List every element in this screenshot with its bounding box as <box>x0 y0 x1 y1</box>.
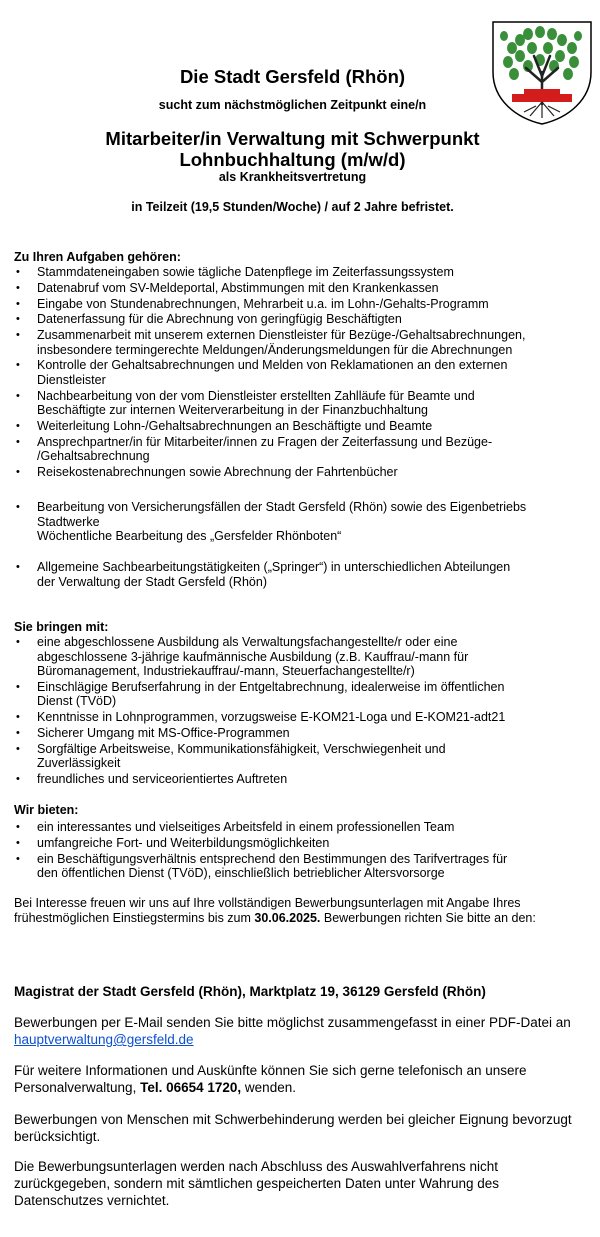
bullet-icon: • <box>16 420 20 433</box>
bullet-icon: • <box>16 435 20 448</box>
list-item-text: Allgemeine Sachbearbeitungstätigkeiten („Springer“) in unterschiedlichen Abteilungen <box>37 560 511 574</box>
list-item <box>14 312 574 327</box>
bullet-icon: • <box>16 466 20 479</box>
disability-note: Bewerbungen von Menschen mit Schwerbehinderung werden bei gleicher Eignung bevorzugt berücksichtigt. <box>14 1112 572 1144</box>
list-item-text: Dienstleister <box>37 372 106 387</box>
list-item <box>14 281 574 296</box>
bullet-icon: • <box>16 329 20 342</box>
tasks-title: Zu Ihren Aufgaben gehören: <box>14 250 181 264</box>
list-item-text: Dienst (TVöD) <box>37 694 117 709</box>
list-item-text: ein interessantes und vielseitiges Arbeitsfeld in einem professionellen Team <box>37 820 455 834</box>
list-item <box>14 297 574 312</box>
deadline: 30.06.2025. <box>254 910 321 925</box>
list-item <box>14 836 574 851</box>
list-item <box>14 742 574 771</box>
list-item-text: eine abgeschlossene Ausbildung als Verwaltungsfachangestellte/r oder eine <box>37 635 458 649</box>
offer-list <box>14 820 574 882</box>
bullet-icon: • <box>16 680 20 693</box>
tasks-list <box>14 265 574 481</box>
application-intro: Bei Interesse freuen wir uns auf Ihre vollständigen Bewerbungsunterlagen mit Angabe Ihres frühestmöglichen Einstiegstermins bis zum 30.06.2025. Bewerbungen richten Sie bitte an den: <box>14 896 536 925</box>
bullet-icon: • <box>16 772 20 785</box>
list-item-text: Sorgfältige Arbeitsweise, Kommunikationsfähigkeit, Verschwiegenheit und <box>37 741 446 756</box>
phone-info: Für weitere Informationen und Auskünfte können Sie sich gerne telefonisch an unsere Personalverwaltung, Tel. 06654 1720, wenden. <box>14 1063 527 1095</box>
bullet-icon: • <box>16 561 20 573</box>
job-terms: in Teilzeit (19,5 Stunden/Woche) / auf 2 Jahre befristet. <box>131 200 454 214</box>
list-item-text: /Gehaltsabrechnung <box>37 449 150 464</box>
list-item-text: Ansprechpartner/in für Mitarbeiter/innen zu Fragen der Zeiterfassung und Bezüge- <box>37 434 493 449</box>
list-item-text: Zusammenarbeit mit unserem externen Dienstleister für Bezüge-/Gehaltsabrechnungen, <box>37 328 526 343</box>
list-item-text: Nachbearbeitung von der vom Dienstleister erstellten Zahlläufe für Beamte und <box>37 388 475 403</box>
list-item-text: Datenerfassung für die Abrechnung von geringfügig Beschäftigten <box>37 312 402 327</box>
bullet-icon: • <box>16 501 20 513</box>
list-item-text: Datenabruf vom SV-Meldeportal, Abstimmungen mit den Krankenkassen <box>37 280 439 295</box>
bullet-icon: • <box>16 297 20 310</box>
list-item-text: Wöchentliche Bearbeitung des „Gersfelder Rhönboten“ <box>37 529 342 543</box>
bullet-icon: • <box>16 836 20 849</box>
email-info: Bewerbungen per E-Mail senden Sie bitte möglichst zusammengefasst in einer PDF-Datei an hauptverwaltung@gersfeld.de <box>14 1015 571 1047</box>
tasks-extra-list-1 <box>14 500 574 545</box>
list-item-text: Einschlägige Berufserfahrung in der Entgeltabrechnung, idealerweise im öffentlichen <box>37 679 505 694</box>
job-title-line2: Lohnbuchhaltung (m/w/d) <box>179 149 406 170</box>
list-item-text: freundliches und serviceorientiertes Auftreten <box>37 771 288 786</box>
bullet-icon: • <box>16 821 20 833</box>
offer-title: Wir bieten: <box>14 803 79 817</box>
list-item-text: Weiterleitung Lohn-/Gehaltsabrechnungen an Beschäftigte und Beamte <box>37 419 433 434</box>
bullet-icon: • <box>16 852 20 865</box>
list-item <box>14 635 574 679</box>
bullet-icon: • <box>16 389 20 402</box>
page-title: Die Stadt Gersfeld (Rhön) <box>179 66 406 87</box>
job-title-line1: Mitarbeiter/in Verwaltung mit Schwerpunkt <box>105 128 480 149</box>
list-item-text: umfangreiche Fort- und Weiterbildungsmöglichkeiten <box>37 835 330 850</box>
list-item <box>14 680 574 709</box>
list-item <box>14 265 574 280</box>
list-item <box>14 710 574 725</box>
list-item-text: Stadtwerke <box>37 514 100 529</box>
list-item <box>14 328 574 357</box>
list-item <box>14 435 574 464</box>
list-item-text: den öffentlichen Dienst (TVöD), einschließlich betrieblicher Altersvorsorge <box>37 866 445 881</box>
phone-number: Tel. 06654 1720, <box>140 1080 242 1095</box>
bullet-icon: • <box>16 359 20 372</box>
list-item-text: Eingabe von Stundenabrechnungen, Mehrarbeit u.a. im Lohn-/Gehalts-Programm <box>37 296 489 311</box>
bullet-icon: • <box>16 313 20 326</box>
list-item-text: Kenntnisse in Lohnprogrammen, vorzugsweise E-KOM21-Loga und E-KOM21-adt21 <box>37 710 506 725</box>
list-item-text: der Verwaltung der Stadt Gersfeld (Rhön) <box>37 574 267 589</box>
email-link[interactable]: hauptverwaltung@gersfeld.de <box>14 1032 194 1047</box>
list-item <box>14 820 574 835</box>
list-item <box>14 389 574 418</box>
list-item <box>14 560 574 589</box>
list-item <box>14 772 574 787</box>
list-item-text: ein Beschäftigungsverhältnis entsprechend den Bestimmungen des Tarifvertrages für <box>37 851 508 866</box>
job-note: als Krankheitsvertretung <box>218 170 367 184</box>
list-item-text: Reisekostenabrechnungen sowie Abrechnung der Fahrtenbücher <box>37 465 398 480</box>
header <box>0 64 585 215</box>
address: Magistrat der Stadt Gersfeld (Rhön), Marktplatz 19, 36129 Gersfeld (Rhön) <box>14 984 486 999</box>
requirements-list <box>14 635 574 788</box>
bullet-icon: • <box>16 711 20 724</box>
requirements-title: Sie bringen mit: <box>14 620 109 634</box>
list-item-text: Büromanagement, Industriekauffrau/-mann, Steuerfachangestellte/r) <box>37 664 415 678</box>
bullet-icon: • <box>16 636 20 648</box>
list-item <box>14 419 574 434</box>
list-item <box>14 500 574 544</box>
list-item-text: Zuverlässigkeit <box>37 756 121 771</box>
page-subtitle: sucht zum nächstmöglichen Zeitpunkt eine/n <box>158 98 427 112</box>
list-item-text: Beschäftigte zur internen Weiterverarbeitung in der Finanzbuchhaltung <box>37 403 428 418</box>
bullet-icon: • <box>16 266 20 278</box>
list-item-text: Sicherer Umgang mit MS-Office-Programmen <box>37 725 290 740</box>
list-item <box>14 358 574 387</box>
list-item <box>14 726 574 741</box>
list-item <box>14 852 574 881</box>
list-item-text: Kontrolle der Gehaltsabrechnungen und Melden von Reklamationen an den externen <box>37 358 508 373</box>
tasks-extra-list-2 <box>14 560 574 590</box>
list-item-text: insbesondere termingerechte Meldungen/Änderungsmeldungen für die Abrechnungen <box>37 342 513 357</box>
bullet-icon: • <box>16 726 20 739</box>
list-item-text: abgeschlossene 3-jährige kaufmännische Ausbildung (z.B. Kauffrau/-mann für <box>37 649 469 664</box>
list-item-text: Stammdateneingaben sowie tägliche Datenpflege im Zeiterfassungssystem <box>37 265 454 279</box>
list-item-text: Bearbeitung von Versicherungsfällen der Stadt Gersfeld (Rhön) sowie des Eigenbetriebs <box>37 500 527 514</box>
bullet-icon: • <box>16 742 20 755</box>
list-item <box>14 465 574 480</box>
bullet-icon: • <box>16 281 20 294</box>
privacy-note: Die Bewerbungsunterlagen werden nach Abschluss des Auswahlverfahrens nicht zurückgegeben, sondern mit sämtlichen gespeicherten Daten unter Wahrung des Datenschutzes vernichtet. <box>14 1159 500 1208</box>
